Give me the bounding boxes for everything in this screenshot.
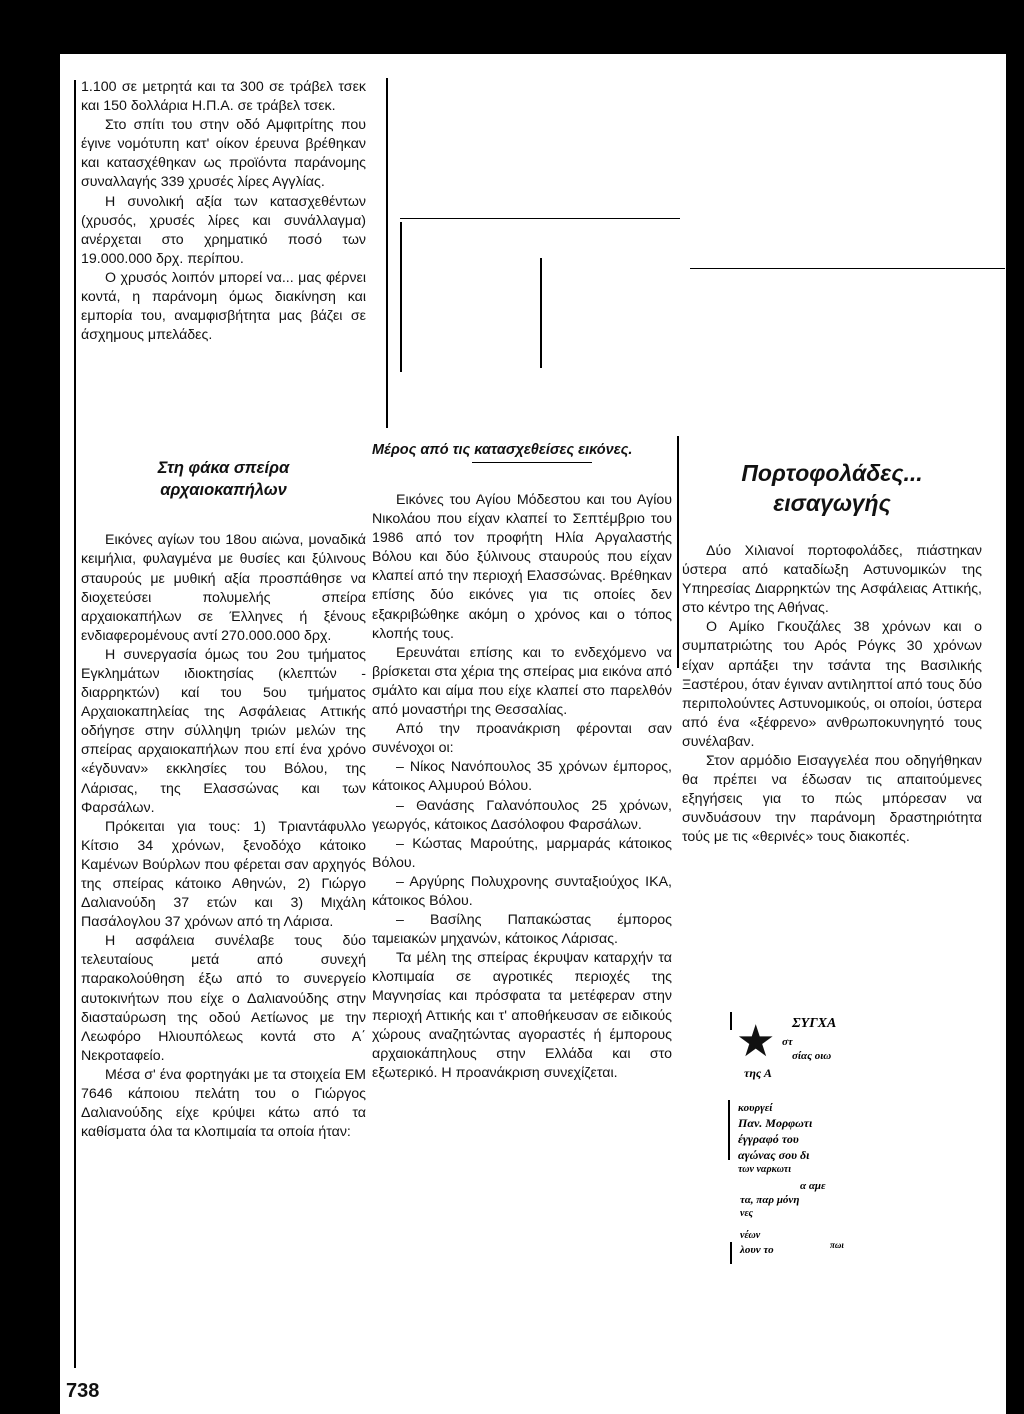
clipping-line: Παν. Μορφωτι (738, 1116, 813, 1130)
clipping-line: λουν το (740, 1244, 774, 1256)
paragraph: Στο σπίτι του στην οδό Αμφιτρίτης που έγινε νομότυπη κατ' οίκον έρευνα βρέθηκαν και κατασχέθηκαν ως προϊόντα παράνομης συναλλαγής 339 χρυσές λίρες Αγγλίας. (81, 117, 366, 191)
paragraph: 1.100 σε μετρητά και τα 300 σε τράβελ τσεκ και 150 δολλάρια Η.Π.Α. σε τράβελ τσεκ. (81, 79, 366, 115)
clipping-fragment-2 (730, 1230, 880, 1270)
column-1 (81, 78, 366, 1142)
right-black-border (1006, 0, 1024, 1414)
paragraph: Η συνεργασία όμως του 2ου τμήματος Εγκλημάτων ιδιοκτησίας (κλεπτών - διαρρηκτών) καί του 5ου τμήματος Αρχαιοκαπηλείας της Ασφάλειας Αττικής οδήγησε στην σύλληψη τριών μελών της σπείρας αρχαιοκαπήλων που επί ένα χρόνο «έγδυναν» εκκλησίες του Βόλου, της Λάρισας, της Ελασσώνας και των Φαρσάλων. (81, 646, 366, 816)
clipping-line: έγγραφό του (738, 1132, 799, 1146)
clipping-line: ΣΥΓΧΑ (792, 1016, 837, 1031)
article-title-line-2: εισαγωγής (773, 490, 891, 516)
column-2 (372, 440, 672, 1083)
paragraph: Ερευνάται επίσης και το ενδεχόμενο να βρίσκεται στα χέρια της σπείρας μια εικόνα από σμάλτο και αίμα που είχε κλαπεί στο παρελθόν από μοναστήρι της Θεσσαλίας. (372, 644, 672, 719)
clipping-line: στ (782, 1036, 793, 1048)
paragraph: Ο Αμίκο Γκουζάλες 38 χρόνων και ο συμπατριώτης του Αρός Ρόγκς 30 χρόνων είχαν αρπάξει την τσάντα της Βασιλικής Ξαστέρου, όταν έγιναν αντιληπτοί από τους δύο περιπολούντες Αστυνομικούς, οι οποίοι, ύστερα από ένα «ξέφρενο» ανθρωποκυνηγητό τους συνέλαβαν. (682, 619, 982, 750)
paragraph: Η ασφάλεια συνέλαβε τους δύο τελευταίους μετά από συνεχή παρακολούθηση έξω από το συνεργείο αυτοκινήτων που είχε ο Δαλιανούδης στην διασταύρωση της οδού Αετίωνος με την Λεωφόρο Ηλιουπόλεως κοντά στο Α΄ Νεκροταφείο. (81, 933, 366, 1064)
clipping-line: των ναρκωτι (738, 1164, 792, 1175)
clipping-line: τα, παρ μόνη (740, 1194, 800, 1206)
caption-rule (472, 462, 592, 463)
paragraph: – Νίκος Νανόπουλος 35 χρόνων έμπορος, κάτοικος Αλμυρού Βόλου. (372, 759, 672, 795)
clipping-line: νέων (740, 1230, 761, 1241)
clipping-line: α αμε (800, 1180, 826, 1192)
paragraph: – Βασίλης Παπακώστας έμπορος ταμειακών μηχανών, κάτοικος Λάρισας. (372, 912, 672, 948)
paragraph: Τα μέλη της σπείρας έκρυψαν καταρχήν τα κλοπιμαία σε αγροτικές περιοχές της Μαγνησίας και πρόσφατα τα μετέφεραν στην περιοχή Αττικής και τ' αποθήκευσαν σε ειδικούς χώρους αναζητώντας αγοραστές ή έμπορους αρχαιοκάπηλους στην Ελλάδα και στο εξωτερικό. Η προανάκριση συνεχίζεται. (372, 950, 672, 1081)
clipping-line: κουργεί (738, 1102, 773, 1114)
article-title: Πορτοφολάδες... (741, 460, 923, 486)
clipping-line: πωι (830, 1240, 844, 1250)
star-icon: ★ (736, 1017, 776, 1066)
paragraph: Δύο Χιλιανοί πορτοφολάδες, πιάστηκαν ύστερα από καταδίωξη Αστυνομικών της Υπηρεσίας Διαρρηκτών της Ασφάλειας Αττικής, στο κέντρο της Αθήνας. (682, 543, 982, 617)
paragraph: Ο χρυσός λοιπόν μπορεί να... μας φέρνει κοντά, η παράνομη όμως διακίνηση και εμπορία του, αναμφισβήτητα μας βάζει σε άσχημους μπελάδες. (81, 269, 366, 344)
paragraph: Πρόκειται για τους: 1) Τριαντάφυλλο Κίτσιο 34 χρόνων, ξενοδόχο κάτοικο Καμένων Βούρλων που φέρεται σαν αρχηγός της σπείρας κάτοικο Αθηνών, 2) Γιώργο Δαλιανούδη 37 ετών και 3) Μιχάλη Πασάλογλου 37 χρόνων από τη Λάρισα. (81, 818, 366, 931)
paragraph: Η συνολική αξία των κατασχεθέντων (χρυσός, χρυσές λίρες και συνάλλαγμα) ανέρχεται στο χρηματικό ποσό των 19.000.000 δρχ. περίπου. (81, 193, 366, 267)
paragraph: Εικόνες του Αγίου Μόδεστου και του Αγίου Νικολάου που είχαν κλαπεί το Σεπτέμβριο του 1986 από τον προφήτη Ηλία Αργαλαστής Βόλου και δύο ξύλινους σταυρούς που είχαν κλαπεί από την περιοχή Ελασσώνας. Βρέθηκαν επίσης δύο εικόνες για τις οποίες δεν εξακριβώθηκε ακόμη ο χρόνος και ο τόπος κλοπής τους. (372, 492, 672, 642)
clipping-line: νες (740, 1208, 753, 1219)
photo-frame-line (400, 218, 680, 219)
photo-caption: Μέρος από τις κατασχεθείσες εικόνες. (372, 442, 633, 458)
paragraph: – Θανάσης Γαλανόπουλος 25 χρόνων, γεωργός, κάτοικος Δασόλοφου Φαρσάλων. (372, 797, 672, 833)
column-3-left-rule (677, 436, 679, 668)
clipping-edge (730, 1242, 732, 1264)
section-heading-line-2: αρχαιοκαπήλων (160, 481, 287, 500)
clipping-fragment (730, 1010, 880, 1230)
page-number: 738 (66, 1380, 100, 1402)
left-black-border (0, 0, 60, 1414)
photo-frame-line (540, 258, 542, 368)
column-3 (682, 458, 982, 848)
clipping-line: αγώνας σου δι (738, 1148, 810, 1162)
clipping-line: σίας οιω (792, 1050, 832, 1062)
section-heading: Στη φάκα σπείρα (157, 459, 290, 478)
photo-frame (386, 78, 668, 428)
paragraph: Εικόνες αγίων του 18ου αιώνα, μοναδικά κειμήλια, φυλαγμένα με θυσίες και ξύλινους σταυρούς με μυθική αξία προσπάθησε να διοχετεύσει πολυμελής σπείρα αρχαιοκαπήλων σε Έλληνες ή ξένους ενδιαφερομένους αντί 270.000.000 δρχ. (81, 532, 366, 644)
photo-frame-line (400, 222, 402, 372)
paragraph: – Αργύρης Πολυχρονης συνταξιούχος ΙΚΑ, κάτοικος Βόλου. (372, 873, 672, 909)
clipping-edge (730, 1012, 732, 1030)
paragraph: Στον αρμόδιο Εισαγγελέα που οδηγήθηκαν θα πρέπει να έδωσαν τις απαιτούμενες εξηγήσεις για το πώς μπόρεσαν να συνδυάσουν την παράνομη δραστηριότητα τούς με τις «θερινές» τους διακοπές. (682, 753, 982, 846)
paragraph: Μέσα σ' ένα φορτηγάκι με τα στοιχεία ΕΜ 7646 κάποιου πελάτη του ο Γιώργος Δαλιανούδης είχε κρύψει κάτω από τα καθίσματα όλα τα κλοπιμαία τα οποία ήταν: (81, 1066, 366, 1141)
clipping-edge (728, 1100, 730, 1160)
paragraph: Από την προανάκριση φέρονται σαν συνένοχοι οι: (372, 721, 672, 757)
column-1-left-rule (74, 80, 76, 1368)
paragraph: – Κώστας Μαρούτης, μαρμαράς κάτοικος Βόλου. (372, 835, 672, 871)
top-black-border (0, 0, 1024, 54)
clipping-line: της Α (744, 1066, 772, 1080)
photo-frame-line (690, 268, 1005, 269)
